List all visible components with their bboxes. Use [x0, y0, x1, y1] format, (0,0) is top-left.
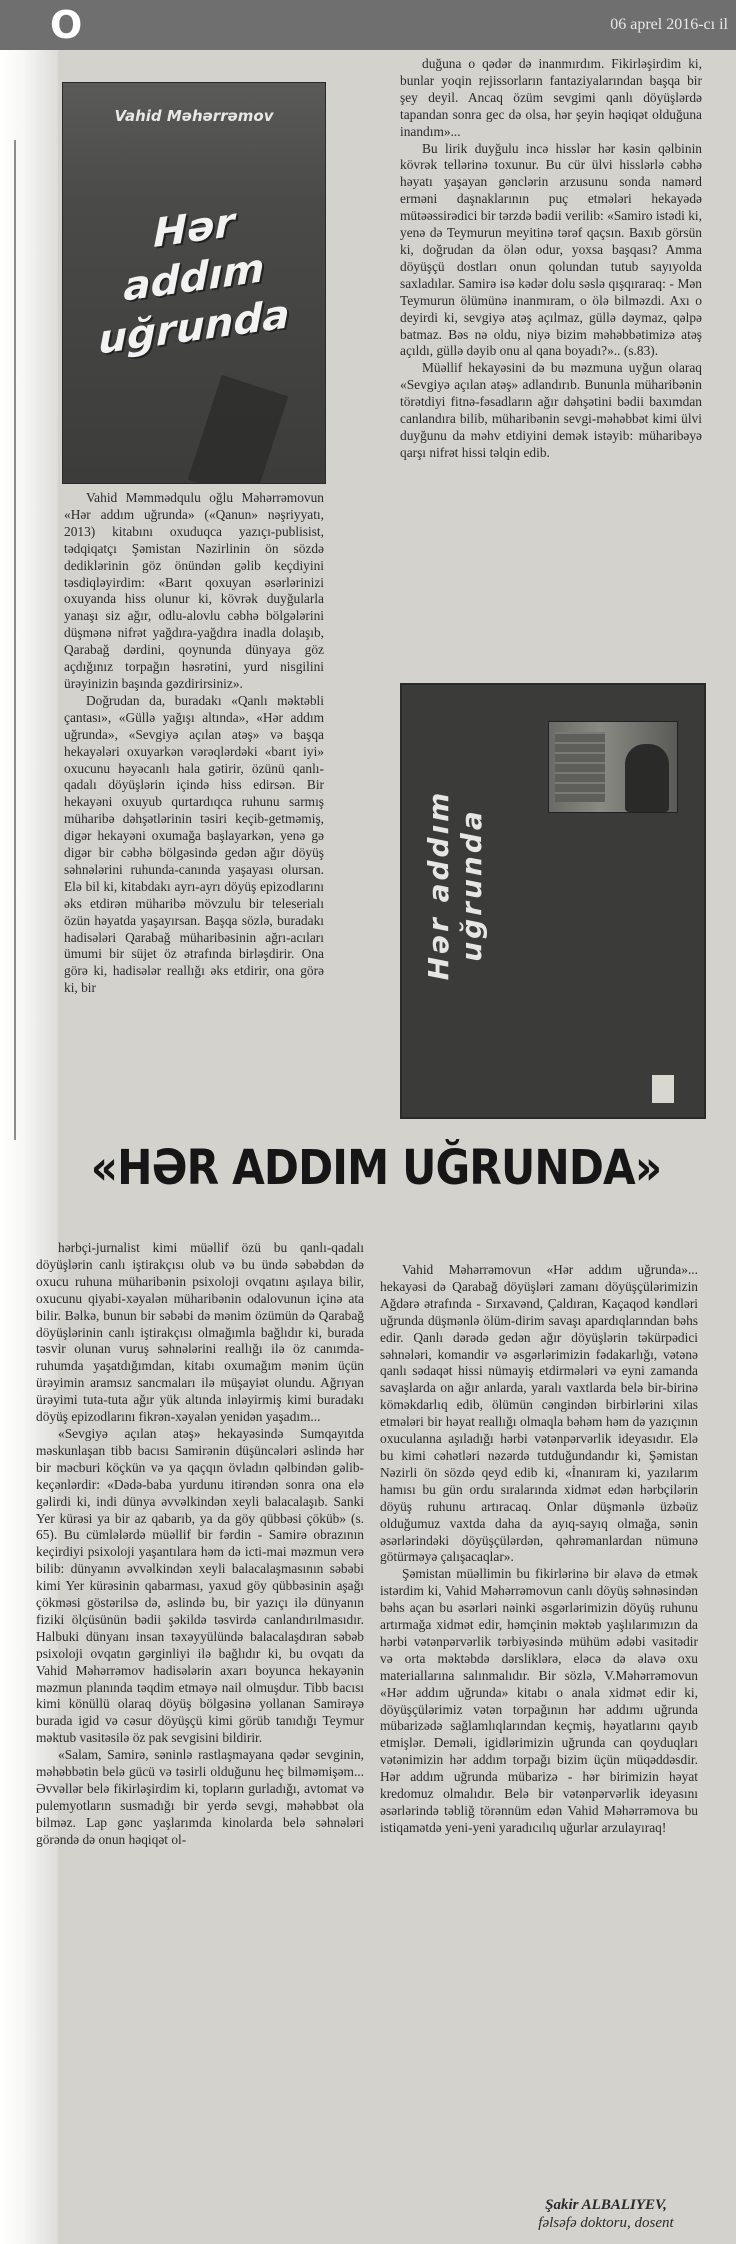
- author-figure: [625, 744, 669, 812]
- book-back-cover-title: Hər addım uğrunda: [422, 789, 488, 981]
- book-back-cover-image: [400, 683, 706, 1119]
- paragraph: Doğrudan da, buradakı «Qanlı məktəbli çantası», «Güllə yağışı altında», «Hər addım uğrunda», «Sevgiyə açılan atəş» və başqa hekayələri oxuyarkən vərəqlərdəki «barıt iyi» oxucunu həyəcanlı hala gətirir, özünü qanlı-qadalı döyüşlərin içində hiss edirsən. Bir hekayəni oxuyub qurtardıqca ruhunu sarmış müharibə dəhşətlərinin təsiri keçib-getməmiş, digər hekayəni oxumağa başlayarkən, yenə gə digər bir cəbhə bölgəsində gedən ağır döyüş səhnələrini ruhunda-canında yaşayası olursan. Elə bil ki, kitabdakı ayrı-ayrı döyüş epizodlarını əks etdirən müharibə mövzulu bir teleserialı özün həyatda yaşayırsan. Başqa sözlə, buradakı hadisələri Qarabağ müharibəsinin ağrı-acıları ümumi bir süjet öz ətrafında birləşdirir. Ona görə ki, hadisələr reallığı əks etdirir, ona görə ki, bir: [64, 692, 324, 996]
- paragraph: Vahid Məhərrəmovun «Hər addım uğrunda»... hekayəsi də Qarabağ döyüşləri zamanı döyüşçülərimizin Ağdərə ətrafında - Sırxavənd, Çaldıran, Kaçaqod kəndləri uğrunda düşmənlə ölüm-dirim savaşı apardıqlarından bəhs edir. Qanlı dərədə gedən ağır döyüşlərin təkürpədici səhnələri, komandir və əsgərlərimizin fədakarlığı, vətənə qanlı sədaqət hissi nümayiş etdirmələri və eyni zamanda savaşlarda on ağır anlarda, yaralı vaxtlarda belə bir-birinə köməkdarlıq edib, ölümün cəngindən birbirlərini xilas etmələri bir həyat reallığı olmaqla bəhəm həm də yazıçının oxuculanna aşıladığı hərbi vətənpərvərlik ideyasıdır. Elə bu kimi cəhətləri nəzərdə tutduğundandır ki, Şəmistan Nəzirli ön sözdə qeyd edib ki, «İnanıram ki, yazılarım hamısı bu gün ordu sıralarında xidmət edən hərbçilərin döyüş ruhunu artıracaq. Onlar düşmənlə üzbəüz olduğumuz vaxtda daha da ayıq-sayıq olmağa, sənin əsərlərindəki döyüşçülərdən, qəhrəmanlardan nümunə götürməyə çalışacaqlar».: [380, 1262, 698, 1565]
- trench-illustration: [188, 375, 289, 484]
- book-cover-title: [62, 185, 326, 370]
- paragraph: Şəmistan müəllimin bu fikirlərinə bir əlavə də etmək istərdim ki, Vahid Məhərrəmovun canlı döyüş səhnəsindən bəhs açan bu əsərləri nəinki əsgərlərimizin döyüş ruhunu artırmağa xidmət edir, həmçinin məktəb yaşlılarımızın da hərbi vətənpərvərlik tərbiyəsində mühüm ədəbi vasitədir və orta məktəbdə dərsliklərə, eləcə də əlavə oxu materiallarına salınmalıdır. Bir sözlə, V.Məhərrəmovun «Hər addım uğrunda» kitabı o anala xidmət edir ki, döyüşçülərimiz vətən torpağının hər addımı uğrunda mübarizədə sağlamlıqlarından keçmiş, həyatlarını qayıb etmişlər. Deməli, igidlərimizin uğrunda can qoyduqları vətənimizin hər addım torpağı bizim üçün müqəddəsdir. Hər addım uğrunda mübarizə - hər birimizin həyat kredomuz olmalıdır. Belə bir vətənpərvərlik ideyasını əsərlərində təbliğ törənnüm edən Vahid Məhərrəmova bu istiqamətdə yeni-yeni yaradıcılıq uğurlar arzulayıraq!: [380, 1566, 698, 1835]
- paragraph: «Salam, Samirə, səninlə rastlaşmayana qədər sevginin, məhəbbətin belə gücü və təsirli olduğunu heç bilməmişəm... Əvvəllər belə fikirləşirdim ki, topların gurladığı, avtomat və pulemyotların susmadığı bir yerdə sevgi, məhəbbət ola bilməz. Lap gənc yaşlarımda kinolarda belə səhnələri görəndə də onun həqiqət ol-: [36, 1747, 364, 1847]
- author-photo: [548, 721, 678, 813]
- article-column-top-right: [400, 56, 702, 462]
- article-headline: «HƏR ADDIM UĞRUNDA»: [90, 1140, 662, 1196]
- paragraph: Vahid Məmmədqulu oğlu Məhərrəmovun «Hər addım uğrunda» («Qanun» nəşriyyatı, 2013) kitabını oxuduqca yazıçı-publisist, tədqiqatçı Şəmistan Nəzirlinin ön sözdə dediklərinin göz önündən gəlib keçdiyini təsdiqləyirdim: «Barıt qoxuyan əsərlərinizi oxuyanda hiss olunur ki, kövrək duyğularla yanaşı siz ağır, odlu-alovlu cəbhə bölgələrini düşmənə nifrət yağdıra-yağdıra inadla dolaşıb, Qarabağ dərdini, qoynunda dünyaya göz açdığınız torpağın həsrətini, yurd nisgilini ürəyinizin başında gəzdirirsiniz».: [64, 490, 324, 691]
- article-column-bottom-right: [380, 1262, 698, 1837]
- page-margin: [0, 0, 58, 2244]
- article-column-top-left: [64, 490, 324, 997]
- publisher-logo: [652, 1075, 674, 1103]
- book-cover-author: Vahid Məhərrəmov: [114, 107, 274, 125]
- signature-name: Şakir ALBALIYEV,: [545, 2197, 667, 2213]
- book-cover-title-line: Hər: [153, 200, 235, 257]
- book-cover-image: [62, 82, 326, 484]
- issue-date: 06 aprel 2016-cı il: [610, 16, 728, 33]
- bookshelf-illustration: [555, 732, 605, 802]
- author-signature: [486, 2196, 726, 2232]
- signature-title: fəlsəfə doktoru, dosent: [538, 2215, 674, 2231]
- paragraph: Bu lirik duyğulu incə hisslər hər kəsin qəlbinin kövrək tellərinə toxunur. Bu cür ülvi hisslərlə cəbhə həyatı yaşayan gənclərin arzusunu sonda namərd erməni daşnaklarının puç etmələri hekayədə mütəəssirədici bir tərzdə bədii verilib: «Samiro istədi ki, yenə də Teymurun meyitinə tərəf qaçsın. Baxıb görsün ki, doğrudan da ölən odur, yoxsa başqası? Amma döyüşçü dostları onun qolundan tutub sayıyolda saxladılar. Samirə isə kədər dolu səslə qışqıraraq: - Mən Teymurun ölümünə inanmıram, o ölə bilməzdi. Axı o deyirdi ki, sevgiyə atəş açılmaz, güllə dəymaz, qəlpə batmaz. Bəs nə oldu, niyə bizim məhəbbətimizə atəş açıldı, güllə dəyib onu al qana boyadı?».. (s.83).: [400, 140, 702, 359]
- article-column-bottom-left: [36, 1240, 364, 1849]
- fold-line: [14, 140, 16, 1140]
- book-cover-title-line: uğrunda: [98, 291, 290, 364]
- paragraph: «Sevgiyə açılan atəş» hekayəsində Sumqayıtda məskunlaşan tibb bacısı Samirənin düşüncələri əslində hər bir məcburi köçkün və ya qaçqın övladın qəlbindən gəlib-keçənlərdir: «Dədə-baba yurdunu itirəndən sonra ona elə gəlirdi ki, indi dünya əvvəlkindən xeyli balacalaşıb. Sanki Yer kürəsi ya bir az qabarıb, ya da göy qübbəsi çöküb» (s. 65). Bu cümlələrdə müəllif bir fərdin - Samirə obrazının keçirdiyi psixoloji yaşantılara həm də icti-mai məzmun verə bilib: dünyanın əvvəlkindən xeyli balacalaşmasının səbəbi kimi Yer kürəsinin qabarması, yaxud göy qübbəsinin aşağı çökməsi göstərilsə də, əslində bu, bir yazıçı ilə dünyanın fiziki ölçüsünün bədii şəkildə təsvirdə canlandırılmasıdır. Halbuki dünyanı insan təxəyyülündə balacalaşdıran səbəb psixoloji ovqatın gərginliyi ilə bağlıdır ki, bu ovqatı da Vahid Məhərrəmov hadisələrin axarı boyunca hekayənin məzmun planında təqdim etməyə nail olmuşdur. Tibb bacısı kimi könüllü olaraq döyüş bölgəsinə yollanan Samirəyə burada igid və cəsur döyüşçü kimi görüb tanıdığı Teymur məktub vasitəsilə öz pak sevgisini bildirir.: [36, 1425, 364, 1746]
- header-bar: [0, 0, 736, 50]
- paragraph: duğuna o qədər də inanmırdım. Fikirləşirdim ki, bunlar yoqin rejissorların fantaziyalarından başqa bir şey deyil. Ancaq özüm sevgimi qanlı döyüşlərdə tapandan sonra gec də olsa, hər şeyin həqiqət olduğuna inandım»...: [400, 56, 702, 139]
- book-cover-title-line: addım: [123, 245, 265, 311]
- newspaper-logo: O: [50, 3, 83, 47]
- paragraph: Müəllif hekayəsini də bu məzmuna uyğun olaraq «Sevgiyə açılan atəş» adlandırıb. Bununla müharibənin törətdiyi fitnə-fəsadların ağır dəhşətini bədii baxımdan canlandıra bilib, müharibənin sevgi-məhəbbət kimi ülvi duyğunu da məhv etdiyini demək istəyib: müharibəyə qarşı nifrət hissi təlqin edib.: [400, 360, 702, 460]
- paragraph: hərbçi-jurnalist kimi müəllif özü bu qanlı-qadalı döyüşlərin canlı iştirakçısı olub və bu ündə səbəbdən də oxucu ruhuna müharibənin psixoloji ovqatını aşılaya bilir, oxucunu qiyabi-xəyalən müharibənin odalovunun içinə ata bilir. Bəlkə, bunun bir səbəbi də mənim özümün də Qarabağ döyüşlərinin canlı iştirakçısı olmağımla bağlıdır ki, burada təsvir olunan vuruş səhnələrini reallığı ilə öz canımda-ruhumda yaşatdığımdan, kitabı oxumağım mənim üçün ürəyimin aramsız sancmaları ilə müşayiət olundu. Ağrıyan ürəyimi tuta-tuta ağır yük altında inləyirmiş kimi buradakı döyüş epizodlarını fikrən-xəyalən yenidən yaşadım...: [36, 1240, 364, 1425]
